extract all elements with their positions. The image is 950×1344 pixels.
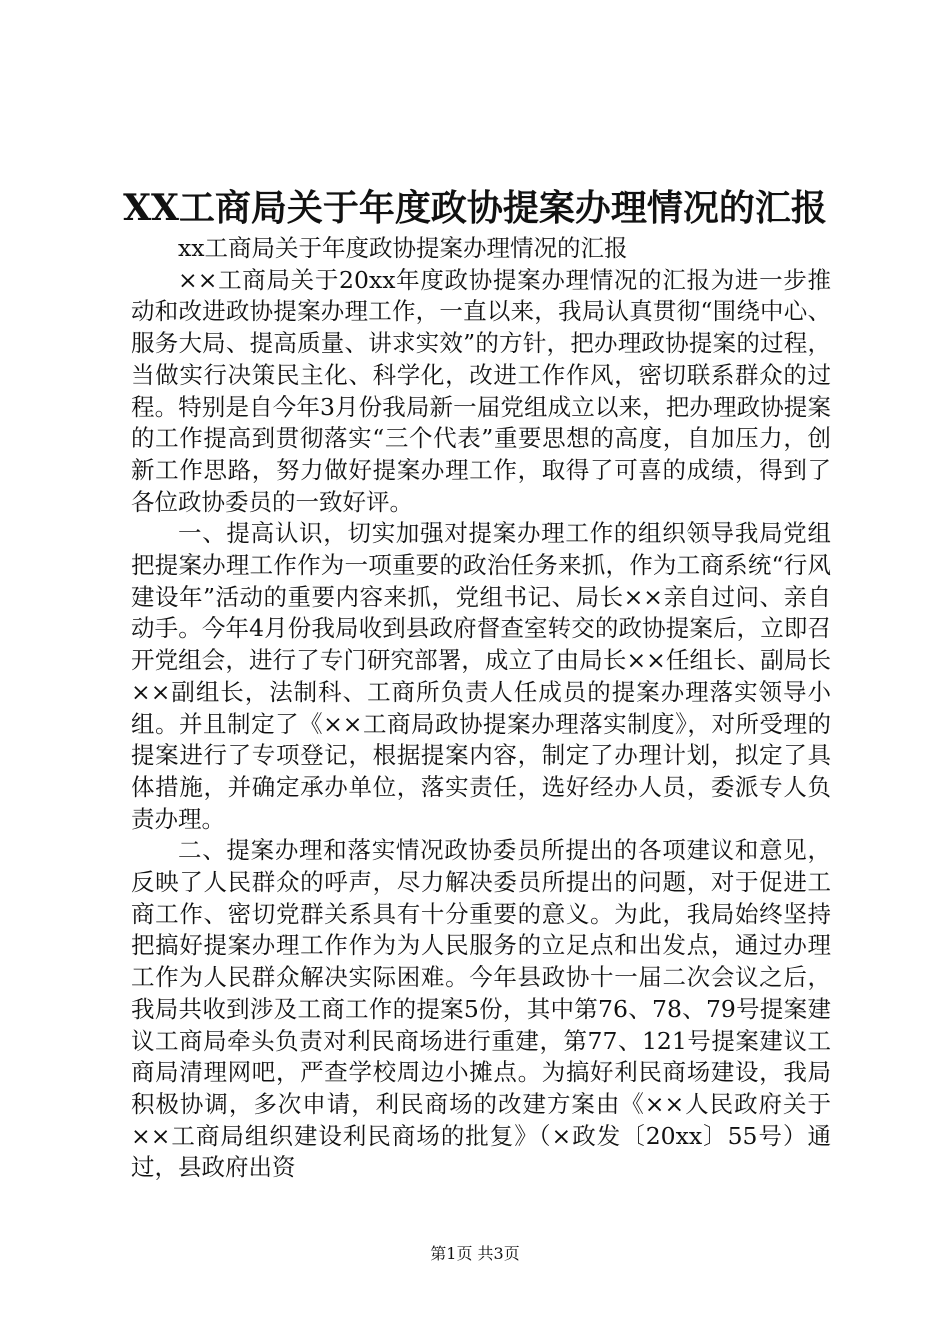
document-body: [131, 233, 831, 1184]
section-one-paragraph: 一、提高认识，切实加强对提案办理工作的组织领导我局党组把提案办理工作作为一项重要的政治任务来抓，作为工商系统“行风建设年”活动的重要内容来抓，党组书记、局长××亲自过问、亲自动手。今年4月份我局收到县政府督查室转交的政协提案后，立即召开党组会，进行了专门研究部署，成立了由局长××任组长、副局长××副组长，法制科、工商所负责人任成员的提案办理落实领导小组。并且制定了《××工商局政协提案办理落实制度》，对所受理的提案进行了专项登记，根据提案内容，制定了办理计划，拟定了具体措施，并确定承办单位，落实责任，选好经办人员，委派专人负责办理。: [131, 519, 831, 833]
section-two-paragraph: 二、提案办理和落实情况政协委员所提出的各项建议和意见，反映了人民群众的呼声，尽力解决委员所提出的问题，对于促进工商工作、密切党群关系具有十分重要的意义。为此，我局始终坚持把搞好提案办理工作作为为人民服务的立足点和出发点，通过办理工作为人民群众解决实际困难。今年县政协十一届二次会议之后，我局共收到涉及工商工作的提案5份，其中第76、78、79号提案建议工商局牵头负责对利民商场进行重建，第77、121号提案建议工商局清理网吧，严查学校周边小摊点。为搞好利民商场建设，我局积极协调，多次申请，利民商场的改建方案由《××人民政府关于××工商局组织建设利民商场的批复》（×政发〔20xx〕55号）通过，县政府出资: [131, 836, 831, 1182]
subtitle-paragraph: xx工商局关于年度政协提案办理情况的汇报: [178, 234, 628, 262]
page-number-footer: 第1页 共3页: [430, 1244, 520, 1263]
document-title: XX工商局关于年度政协提案办理情况的汇报: [123, 187, 827, 229]
intro-paragraph: ××工商局关于20xx年度政协提案办理情况的汇报为进一步推动和改进政协提案办理工作，一直以来，我局认真贯彻“围绕中心、服务大局、提高质量、讲求实效”的方针，把办理政协提案的过程，当做实行决策民主化、科学化，改进工作作风，密切联系群众的过程。特别是自今年3月份我局新一届党组成立以来，把办理政协提案的工作提高到贯彻落实“三个代表”重要思想的高度，自加压力，创新工作思路，努力做好提案办理工作，取得了可喜的成绩，得到了各位政协委员的一致好评。: [131, 265, 831, 516]
